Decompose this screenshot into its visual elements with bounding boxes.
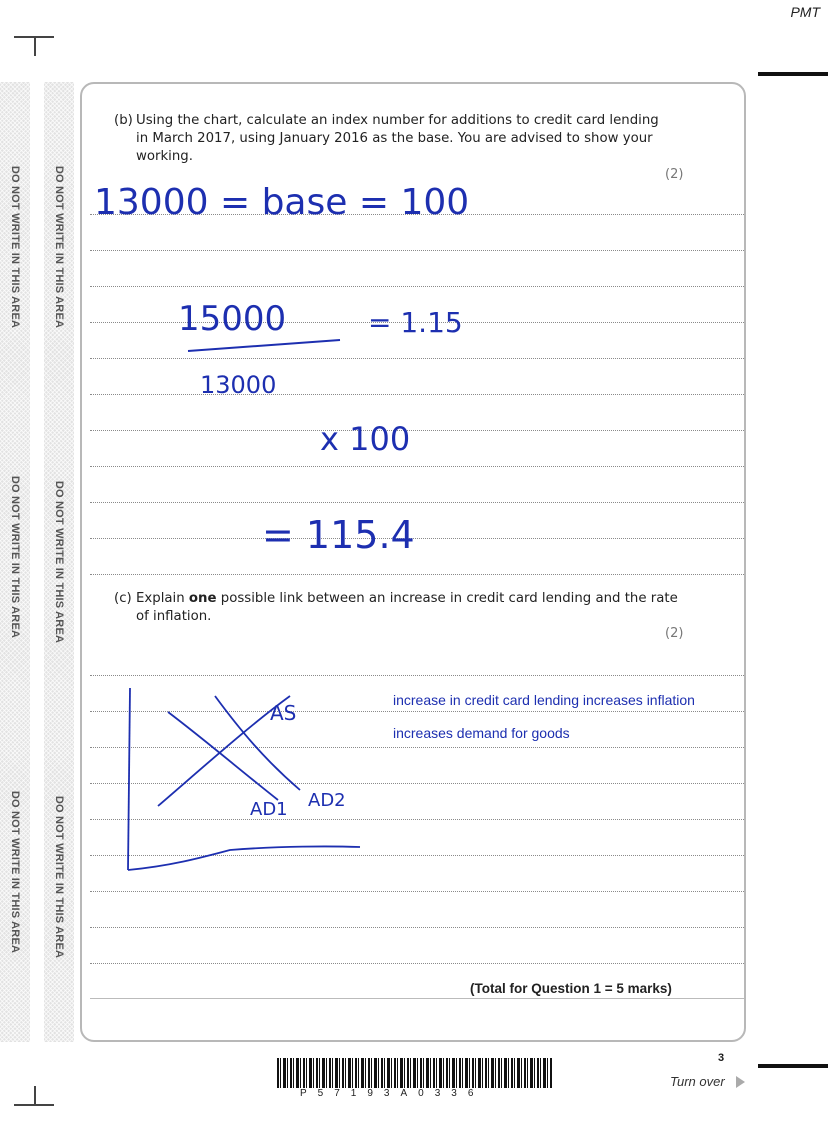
question-c-post: possible link between an increase in credit card lending and the rate [216, 591, 678, 606]
question-c-label: (c) [114, 591, 132, 606]
margin-warning: DO NOT WRITE IN THIS AREA [9, 475, 21, 639]
question-b-line2: in March 2017, using January 2016 as the base. You are advised to show your [136, 131, 653, 146]
typed-answer-line1: increase in credit card lending increases inflation [393, 692, 695, 708]
question-b-label: (b) [114, 113, 133, 128]
label-ad1: AD1 [250, 799, 288, 820]
handwriting-base-line: 13000 = base = 100 [94, 182, 470, 223]
handwriting-ratio: = 1.15 [368, 306, 463, 339]
handwriting-times: x 100 [320, 420, 411, 458]
pmt-watermark: PMT [790, 4, 820, 20]
question-c-marks: (2) [665, 626, 684, 641]
label-as: AS [270, 701, 297, 725]
fraction-bar [188, 340, 340, 351]
margin-warning: DO NOT WRITE IN THIS AREA [53, 165, 65, 329]
handwriting-result: = 115.4 [262, 513, 415, 557]
question-c-line2: of inflation. [136, 609, 212, 624]
diagram-x-axis [128, 846, 360, 870]
question-b-line1: Using the chart, calculate an index number for additions to credit card lending [136, 113, 659, 128]
barcode-text: P57193A0336 [300, 1088, 485, 1099]
page-number: 3 [718, 1052, 725, 1064]
turn-over-label: Turn over [670, 1074, 725, 1089]
arrow-right-icon [736, 1076, 745, 1088]
label-ad2: AD2 [308, 790, 346, 811]
handwriting-denominator: 13000 [200, 371, 277, 399]
margin-warning: DO NOT WRITE IN THIS AREA [53, 480, 65, 644]
question-c-bold: one [188, 591, 217, 606]
handwriting-numerator: 15000 [178, 299, 287, 339]
margin-warning: DO NOT WRITE IN THIS AREA [9, 790, 21, 954]
question-c-pre: Explain [136, 591, 189, 606]
question-b-line3: working. [136, 149, 193, 164]
total-marks: (Total for Question 1 = 5 marks) [470, 981, 672, 996]
ad1-curve [168, 712, 278, 800]
margin-warning: DO NOT WRITE IN THIS AREA [53, 795, 65, 959]
typed-answer-line2: increases demand for goods [393, 725, 570, 741]
question-b-marks: (2) [665, 167, 684, 182]
barcode [277, 1058, 552, 1088]
margin-warning: DO NOT WRITE IN THIS AREA [9, 165, 21, 329]
as-ad-diagram [128, 688, 360, 870]
diagram-y-axis [128, 688, 130, 870]
